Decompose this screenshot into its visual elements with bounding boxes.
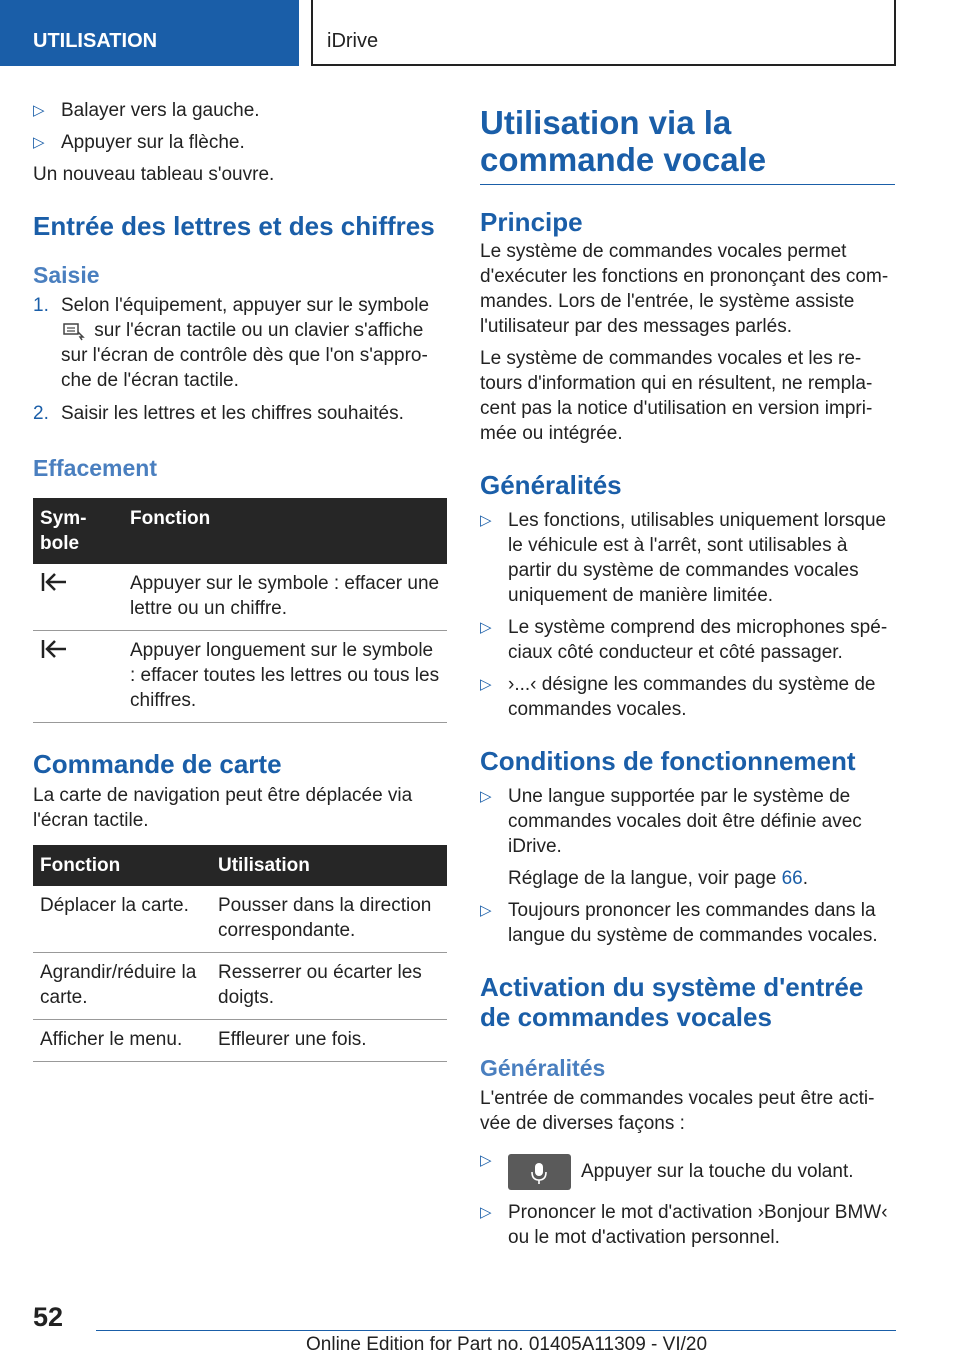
heading-general-sub: Généralités xyxy=(480,1055,606,1081)
step-number: 2. xyxy=(33,403,49,424)
paragraph: Le système de commandes vocales permet d'exécuter les fonctions en prononçant des commandes. Lors de l'entrée, le système assiste l'utilisateur par des messages parlés. xyxy=(480,241,889,337)
table-row xyxy=(33,564,447,631)
page-header xyxy=(0,0,960,66)
table-row xyxy=(33,886,447,953)
erase-table xyxy=(33,498,447,723)
left-column xyxy=(33,98,447,1062)
paragraph: L'entrée de commandes vocales peut être activée de diverses façons : xyxy=(480,1088,875,1134)
table-cell: Agrandir/réduire la carte. xyxy=(33,953,211,1020)
list-item: ▷ ›...‹ désigne les commandes du système de commandes vocales. xyxy=(480,672,895,722)
table-cell: Pousser dans la direction correspondante. xyxy=(211,886,447,953)
step-text: Saisir les lettres et les chiffres souhaités. xyxy=(61,403,404,424)
table-cell: Effleurer une fois. xyxy=(211,1020,447,1062)
page-reference: Réglage de la langue, voir page 66. xyxy=(508,868,809,889)
backspace-icon xyxy=(40,638,72,660)
footer-divider xyxy=(96,1330,896,1331)
chapter-title: iDrive xyxy=(311,0,896,66)
right-column xyxy=(480,104,895,1257)
heading-saisie: Saisie xyxy=(33,262,100,288)
column-header: Fonction xyxy=(33,845,211,886)
table-cell: Déplacer la carte. xyxy=(33,886,211,953)
heading-principe: Principe xyxy=(480,207,583,237)
page-link[interactable]: 66 xyxy=(781,868,803,889)
section-title: UTILISATION xyxy=(0,0,299,66)
list-item: ▷ Le système comprend des microphones spéciaux côté conducteur et côté passager. xyxy=(480,615,895,665)
step-text-cont: sur l'écran tactile ou un clavier s'affiche sur l'écran de contrôle dès que l'on s'approche de l'écran tactile. xyxy=(61,320,428,391)
table-cell: Appuyer sur le symbole : effacer une lettre ou un chiffre. xyxy=(123,564,447,631)
list-item: ▷ Appuyer sur la touche du volant. xyxy=(480,1148,895,1190)
microphone-button-icon xyxy=(508,1154,571,1190)
map-table xyxy=(33,845,447,1062)
step-text: Selon l'équipement, appuyer sur le symbole xyxy=(61,295,430,316)
keyboard-icon xyxy=(61,321,89,341)
paragraph: Le système de commandes vocales et les retours d'information qui en résultent, ne remplacent pas la notice d'utilisation en version imprimée ou intégrée. xyxy=(480,348,873,444)
table-cell: Appuyer longuement sur le symbole : effacer toutes les lettres ou tous les chiffres. xyxy=(123,631,447,723)
step-number: 1. xyxy=(33,295,49,316)
list-item: ▷ Appuyer sur la flèche. xyxy=(33,130,447,155)
heading-entry: Entrée des lettres et des chiffres xyxy=(33,211,435,241)
list-item: ▷ Balayer vers la gauche. xyxy=(33,98,447,123)
backspace-icon xyxy=(40,571,72,593)
table-cell: Afficher le menu. xyxy=(33,1020,211,1062)
list-item: ▷ Toujours prononcer les commandes dans la langue du système de commandes vocales. xyxy=(480,898,895,948)
table-row xyxy=(33,953,447,1020)
table-row xyxy=(33,631,447,723)
column-header: Symbole xyxy=(33,498,123,564)
heading-activation: Activation du système d'entrée de commandes vocales xyxy=(480,972,864,1032)
step-item xyxy=(33,293,447,393)
page-number: 52 xyxy=(33,1302,64,1332)
table-row xyxy=(33,1020,447,1062)
column-header: Fonction xyxy=(123,498,447,564)
list-item: ▷ Prononcer le mot d'activation ›Bonjour BMW‹ ou le mot d'activation personnel. xyxy=(480,1200,895,1250)
paragraph: Un nouveau tableau s'ouvre. xyxy=(33,164,275,185)
step-item xyxy=(33,401,447,426)
table-cell: Resserrer ou écarter les doigts. xyxy=(211,953,447,1020)
column-header: Utilisation xyxy=(211,845,447,886)
paragraph: La carte de navigation peut être déplacée via l'écran tactile. xyxy=(33,785,413,831)
heading-effacement: Effacement xyxy=(33,455,157,481)
page-title: Utilisation via la commande vocale xyxy=(480,104,895,185)
heading-map: Commande de carte xyxy=(33,749,282,779)
list-item: ▷ Une langue supportée par le système de commandes vocales doit être définie avec iDrive. Réglage de la langue, voir page 66. xyxy=(480,784,895,891)
edition-text: Online Edition for Part no. 01405A11309 - VI/20 xyxy=(306,1334,708,1355)
list-item: ▷ Les fonctions, utilisables uniquement lorsque le véhicule est à l'arrêt, sont utilisables à partir du système de commandes vocales uniquement de manière limitée. xyxy=(480,508,895,608)
heading-general: Généralités xyxy=(480,470,622,500)
heading-conditions: Conditions de fonctionnement xyxy=(480,746,856,776)
